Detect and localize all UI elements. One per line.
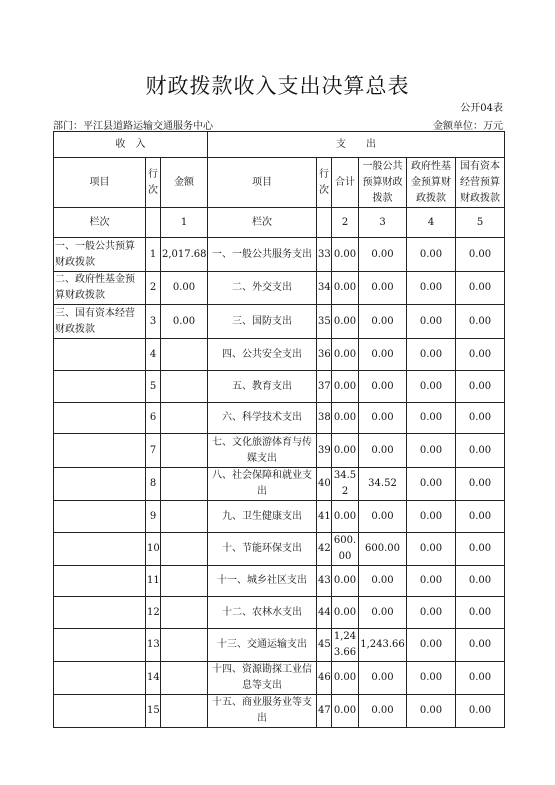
expense-row-no: 37 bbox=[317, 371, 332, 403]
gov-fund-amount: 0.00 bbox=[407, 371, 456, 403]
income-item-header: 项目 bbox=[54, 158, 146, 208]
gov-fund-amount: 0.00 bbox=[407, 629, 456, 662]
gov-fund-amount: 0.00 bbox=[407, 501, 456, 533]
income-row-no: 12 bbox=[146, 597, 161, 629]
expense-item: 十四、资源勘探工业信息等支出 bbox=[208, 662, 317, 695]
income-amount bbox=[161, 662, 208, 695]
gov-fund-amount: 0.00 bbox=[407, 695, 456, 728]
income-item bbox=[54, 695, 146, 728]
expense-row-no: 42 bbox=[317, 533, 332, 566]
general-budget-amount: 0.00 bbox=[359, 371, 407, 403]
expense-row-no: 40 bbox=[317, 468, 332, 501]
gov-fund-amount: 0.00 bbox=[407, 662, 456, 695]
state-capital-amount: 0.00 bbox=[456, 339, 505, 371]
table-row bbox=[54, 629, 505, 662]
income-row-no: 15 bbox=[146, 695, 161, 728]
gov-fund-amount: 0.00 bbox=[407, 238, 456, 272]
income-row-no: 9 bbox=[146, 501, 161, 533]
state-capital-amount: 0.00 bbox=[456, 272, 505, 305]
income-row-no: 3 bbox=[146, 305, 161, 339]
table-row bbox=[54, 305, 505, 339]
gov-fund-header: 政府性基金预算财政拨款 bbox=[407, 158, 456, 208]
income-item bbox=[54, 468, 146, 501]
income-item bbox=[54, 566, 146, 597]
expense-row-no: 43 bbox=[317, 566, 332, 597]
general-budget-amount: 34.52 bbox=[359, 468, 407, 501]
section-header-row bbox=[54, 132, 505, 158]
col-empty bbox=[146, 208, 161, 238]
col-number-5: 5 bbox=[456, 208, 505, 238]
total-amount: 0.00 bbox=[332, 597, 359, 629]
general-budget-header: 一般公共预算财政拨款 bbox=[359, 158, 407, 208]
income-row-no: 13 bbox=[146, 629, 161, 662]
total-amount: 0.00 bbox=[332, 339, 359, 371]
table-row bbox=[54, 566, 505, 597]
income-item bbox=[54, 533, 146, 566]
income-amount bbox=[161, 371, 208, 403]
income-row-no: 1 bbox=[146, 238, 161, 272]
col-number-2: 2 bbox=[332, 208, 359, 238]
finance-summary-table bbox=[53, 131, 505, 728]
income-amount: 0.00 bbox=[161, 272, 208, 305]
expense-row-no: 33 bbox=[317, 238, 332, 272]
state-capital-header: 国有资本经营预算财政拨款 bbox=[456, 158, 505, 208]
income-row-no: 6 bbox=[146, 403, 161, 434]
column-header-row bbox=[54, 158, 505, 208]
expense-section-header: 支 出 bbox=[208, 132, 505, 158]
expense-item: 八、社会保障和就业支出 bbox=[208, 468, 317, 501]
income-amount bbox=[161, 434, 208, 468]
income-item bbox=[54, 371, 146, 403]
income-row-no: 8 bbox=[146, 468, 161, 501]
gov-fund-amount: 0.00 bbox=[407, 468, 456, 501]
expense-item: 六、科学技术支出 bbox=[208, 403, 317, 434]
total-amount: 0.00 bbox=[332, 566, 359, 597]
expense-row-no: 39 bbox=[317, 434, 332, 468]
expense-item: 十三、交通运输支出 bbox=[208, 629, 317, 662]
expense-item-header: 项目 bbox=[208, 158, 317, 208]
income-amount bbox=[161, 695, 208, 728]
gov-fund-amount: 0.00 bbox=[407, 533, 456, 566]
table-row bbox=[54, 339, 505, 371]
state-capital-amount: 0.00 bbox=[456, 695, 505, 728]
total-amount: 600.00 bbox=[332, 533, 359, 566]
expense-item: 十一、城乡社区支出 bbox=[208, 566, 317, 597]
state-capital-amount: 0.00 bbox=[456, 238, 505, 272]
col-number-3: 3 bbox=[359, 208, 407, 238]
col-number-4: 4 bbox=[407, 208, 456, 238]
gov-fund-amount: 0.00 bbox=[407, 403, 456, 434]
income-amount: 0.00 bbox=[161, 305, 208, 339]
general-budget-amount: 0.00 bbox=[359, 272, 407, 305]
expense-row-no: 46 bbox=[317, 662, 332, 695]
form-code: 公开04表 bbox=[460, 103, 503, 114]
income-amount bbox=[161, 501, 208, 533]
total-amount: 34.52 bbox=[332, 468, 359, 501]
table-row bbox=[54, 597, 505, 629]
expense-item: 十、节能环保支出 bbox=[208, 533, 317, 566]
gov-fund-amount: 0.00 bbox=[407, 597, 456, 629]
income-item bbox=[54, 403, 146, 434]
table-row bbox=[54, 501, 505, 533]
general-budget-amount: 1,243.66 bbox=[359, 629, 407, 662]
table-row bbox=[54, 371, 505, 403]
state-capital-amount: 0.00 bbox=[456, 501, 505, 533]
table-row bbox=[54, 403, 505, 434]
table-row bbox=[54, 272, 505, 305]
expense-row-no: 45 bbox=[317, 629, 332, 662]
col-label-2: 栏次 bbox=[208, 208, 317, 238]
income-amount bbox=[161, 629, 208, 662]
income-item bbox=[54, 597, 146, 629]
department-label: 部门：平江县道路运输交通服务中心 bbox=[53, 121, 213, 132]
income-item bbox=[54, 339, 146, 371]
expense-item: 三、国防支出 bbox=[208, 305, 317, 339]
gov-fund-amount: 0.00 bbox=[407, 566, 456, 597]
col-number-1: 1 bbox=[161, 208, 208, 238]
income-amount bbox=[161, 403, 208, 434]
income-amount-header: 金额 bbox=[161, 158, 208, 208]
expense-item: 二、外交支出 bbox=[208, 272, 317, 305]
expense-row-no: 47 bbox=[317, 695, 332, 728]
income-item bbox=[54, 434, 146, 468]
state-capital-amount: 0.00 bbox=[456, 403, 505, 434]
income-item: 一、一般公共预算财政拨款 bbox=[54, 238, 146, 272]
state-capital-amount: 0.00 bbox=[456, 629, 505, 662]
income-amount bbox=[161, 533, 208, 566]
gov-fund-amount: 0.00 bbox=[407, 305, 456, 339]
expense-item: 五、教育支出 bbox=[208, 371, 317, 403]
income-row-no: 11 bbox=[146, 566, 161, 597]
expense-item: 九、卫生健康支出 bbox=[208, 501, 317, 533]
table-row bbox=[54, 662, 505, 695]
income-item: 三、国有资本经营财政拨款 bbox=[54, 305, 146, 339]
table-row bbox=[54, 695, 505, 728]
expense-item: 十五、商业服务业等支出 bbox=[208, 695, 317, 728]
gov-fund-amount: 0.00 bbox=[407, 272, 456, 305]
col-label: 栏次 bbox=[54, 208, 146, 238]
income-amount: 2,017.68 bbox=[161, 238, 208, 272]
state-capital-amount: 0.00 bbox=[456, 662, 505, 695]
income-item bbox=[54, 501, 146, 533]
income-row-no: 14 bbox=[146, 662, 161, 695]
expense-item: 四、公共安全支出 bbox=[208, 339, 317, 371]
state-capital-amount: 0.00 bbox=[456, 597, 505, 629]
income-row-no: 7 bbox=[146, 434, 161, 468]
income-amount bbox=[161, 339, 208, 371]
general-budget-amount: 0.00 bbox=[359, 501, 407, 533]
general-budget-amount: 0.00 bbox=[359, 238, 407, 272]
table-row bbox=[54, 468, 505, 501]
gov-fund-amount: 0.00 bbox=[407, 339, 456, 371]
income-item: 二、政府性基金预算财政拨款 bbox=[54, 272, 146, 305]
expense-row-no: 34 bbox=[317, 272, 332, 305]
expense-row-no: 44 bbox=[317, 597, 332, 629]
expense-item: 七、文化旅游体育与传媒支出 bbox=[208, 434, 317, 468]
total-amount: 0.00 bbox=[332, 272, 359, 305]
state-capital-amount: 0.00 bbox=[456, 566, 505, 597]
income-row-no: 5 bbox=[146, 371, 161, 403]
total-amount: 0.00 bbox=[332, 695, 359, 728]
table-row bbox=[54, 533, 505, 566]
general-budget-amount: 0.00 bbox=[359, 695, 407, 728]
general-budget-amount: 0.00 bbox=[359, 434, 407, 468]
general-budget-amount: 0.00 bbox=[359, 597, 407, 629]
expense-row-no: 35 bbox=[317, 305, 332, 339]
general-budget-amount: 0.00 bbox=[359, 566, 407, 597]
column-number-row bbox=[54, 208, 505, 238]
total-amount: 1,243.66 bbox=[332, 629, 359, 662]
income-amount bbox=[161, 468, 208, 501]
income-row-no: 4 bbox=[146, 339, 161, 371]
total-amount: 0.00 bbox=[332, 403, 359, 434]
col-empty-2 bbox=[317, 208, 332, 238]
income-item bbox=[54, 629, 146, 662]
state-capital-amount: 0.00 bbox=[456, 434, 505, 468]
general-budget-amount: 0.00 bbox=[359, 305, 407, 339]
total-amount: 0.00 bbox=[332, 434, 359, 468]
general-budget-amount: 0.00 bbox=[359, 662, 407, 695]
total-header: 合计 bbox=[332, 158, 359, 208]
total-amount: 0.00 bbox=[332, 501, 359, 533]
table-row bbox=[54, 434, 505, 468]
table-row bbox=[54, 238, 505, 272]
amount-unit-label: 金额单位：万元 bbox=[433, 121, 503, 132]
total-amount: 0.00 bbox=[332, 305, 359, 339]
income-row-no-header: 行次 bbox=[146, 158, 161, 208]
report-title: 财政拨款收入支出决算总表 bbox=[145, 74, 410, 98]
income-section-header: 收 入 bbox=[54, 132, 208, 158]
gov-fund-amount: 0.00 bbox=[407, 434, 456, 468]
income-amount bbox=[161, 566, 208, 597]
general-budget-amount: 0.00 bbox=[359, 339, 407, 371]
state-capital-amount: 0.00 bbox=[456, 533, 505, 566]
income-item bbox=[54, 662, 146, 695]
total-amount: 0.00 bbox=[332, 662, 359, 695]
expense-row-no: 36 bbox=[317, 339, 332, 371]
state-capital-amount: 0.00 bbox=[456, 305, 505, 339]
total-amount: 0.00 bbox=[332, 371, 359, 403]
expense-row-no: 41 bbox=[317, 501, 332, 533]
expense-item: 一、一般公共服务支出 bbox=[208, 238, 317, 272]
state-capital-amount: 0.00 bbox=[456, 371, 505, 403]
income-row-no: 2 bbox=[146, 272, 161, 305]
income-amount bbox=[161, 597, 208, 629]
state-capital-amount: 0.00 bbox=[456, 468, 505, 501]
expense-item: 十二、农林水支出 bbox=[208, 597, 317, 629]
income-row-no: 10 bbox=[146, 533, 161, 566]
general-budget-amount: 600.00 bbox=[359, 533, 407, 566]
general-budget-amount: 0.00 bbox=[359, 403, 407, 434]
expense-row-no-header: 行次 bbox=[317, 158, 332, 208]
total-amount: 0.00 bbox=[332, 238, 359, 272]
expense-row-no: 38 bbox=[317, 403, 332, 434]
